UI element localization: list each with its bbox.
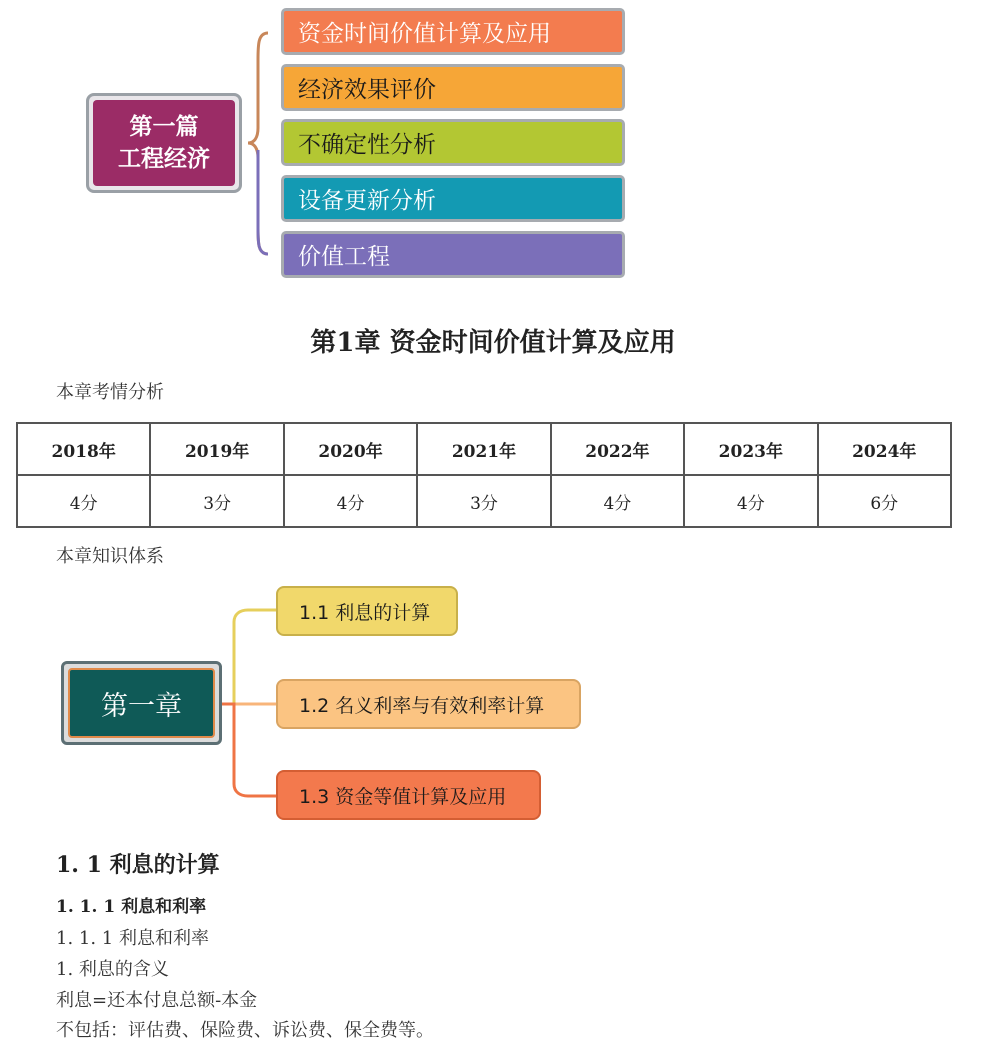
part-chapter-3 bbox=[281, 119, 625, 166]
chapter-node-1-2 bbox=[276, 679, 581, 729]
score-cell: 3分 bbox=[150, 475, 283, 527]
year-header: 2018年 bbox=[17, 423, 150, 475]
chapter-root-label: 第一章 bbox=[101, 690, 182, 722]
year-header: 2021年 bbox=[417, 423, 550, 475]
score-cell: 4分 bbox=[17, 475, 150, 527]
body-line: 1. 利息的含义 bbox=[56, 959, 169, 980]
chapter-node-1-3 bbox=[276, 770, 541, 820]
part-chapter-4 bbox=[281, 175, 625, 222]
part-chapter-5 bbox=[281, 231, 625, 278]
chapter-root-inner bbox=[68, 668, 215, 738]
part-chapter-5-label: 价值工程 bbox=[298, 244, 390, 270]
knowledge-system-label: 本章知识体系 bbox=[56, 546, 164, 567]
body-line: 利息=还本付息总额-本金 bbox=[56, 990, 258, 1011]
score-cell: 3分 bbox=[417, 475, 550, 527]
exam-analysis-label: 本章考情分析 bbox=[56, 382, 164, 403]
chapter-node-1-2-label: 1.2 名义利率与有效利率计算 bbox=[299, 694, 545, 717]
score-cell: 4分 bbox=[551, 475, 684, 527]
section-heading: 1. 1 利息的计算 bbox=[56, 852, 220, 878]
chapter-node-1-1-label: 1.1 利息的计算 bbox=[299, 601, 431, 624]
part-chapter-4-label: 设备更新分析 bbox=[298, 188, 436, 214]
score-cell: 4分 bbox=[684, 475, 817, 527]
part-chapter-2-label: 经济效果评价 bbox=[298, 77, 436, 103]
body-line: 不包括：评估费、保险费、诉讼费、保全费等。 bbox=[56, 1020, 434, 1041]
part-title-line1: 第一篇 bbox=[129, 114, 199, 140]
chapter-node-1-1 bbox=[276, 586, 458, 636]
part-title-line2: 工程经济 bbox=[118, 146, 210, 172]
part-node-inner bbox=[93, 100, 235, 186]
year-header: 2023年 bbox=[684, 423, 817, 475]
part-chapter-3-label: 不确定性分析 bbox=[298, 132, 436, 158]
body-line: 1. 1. 1 利息和利率 bbox=[56, 928, 209, 949]
part-chapter-1-label: 资金时间价值计算及应用 bbox=[298, 21, 551, 47]
year-header: 2024年 bbox=[818, 423, 951, 475]
chapter-root-node bbox=[61, 661, 222, 745]
part-chapter-2 bbox=[281, 64, 625, 111]
subsection-heading: 1. 1. 1 利息和利率 bbox=[56, 897, 207, 917]
score-cell: 4分 bbox=[284, 475, 417, 527]
score-cell: 6分 bbox=[818, 475, 951, 527]
chapter-node-1-3-label: 1.3 资金等值计算及应用 bbox=[299, 785, 507, 808]
part-node bbox=[86, 93, 242, 193]
table-row bbox=[17, 475, 951, 527]
chapter-title: 第1章 资金时间价值计算及应用 bbox=[310, 328, 676, 358]
exam-score-table bbox=[16, 422, 952, 528]
year-header: 2019年 bbox=[150, 423, 283, 475]
year-header: 2022年 bbox=[551, 423, 684, 475]
table-header-row bbox=[17, 423, 951, 475]
part-chapter-1 bbox=[281, 8, 625, 55]
year-header: 2020年 bbox=[284, 423, 417, 475]
